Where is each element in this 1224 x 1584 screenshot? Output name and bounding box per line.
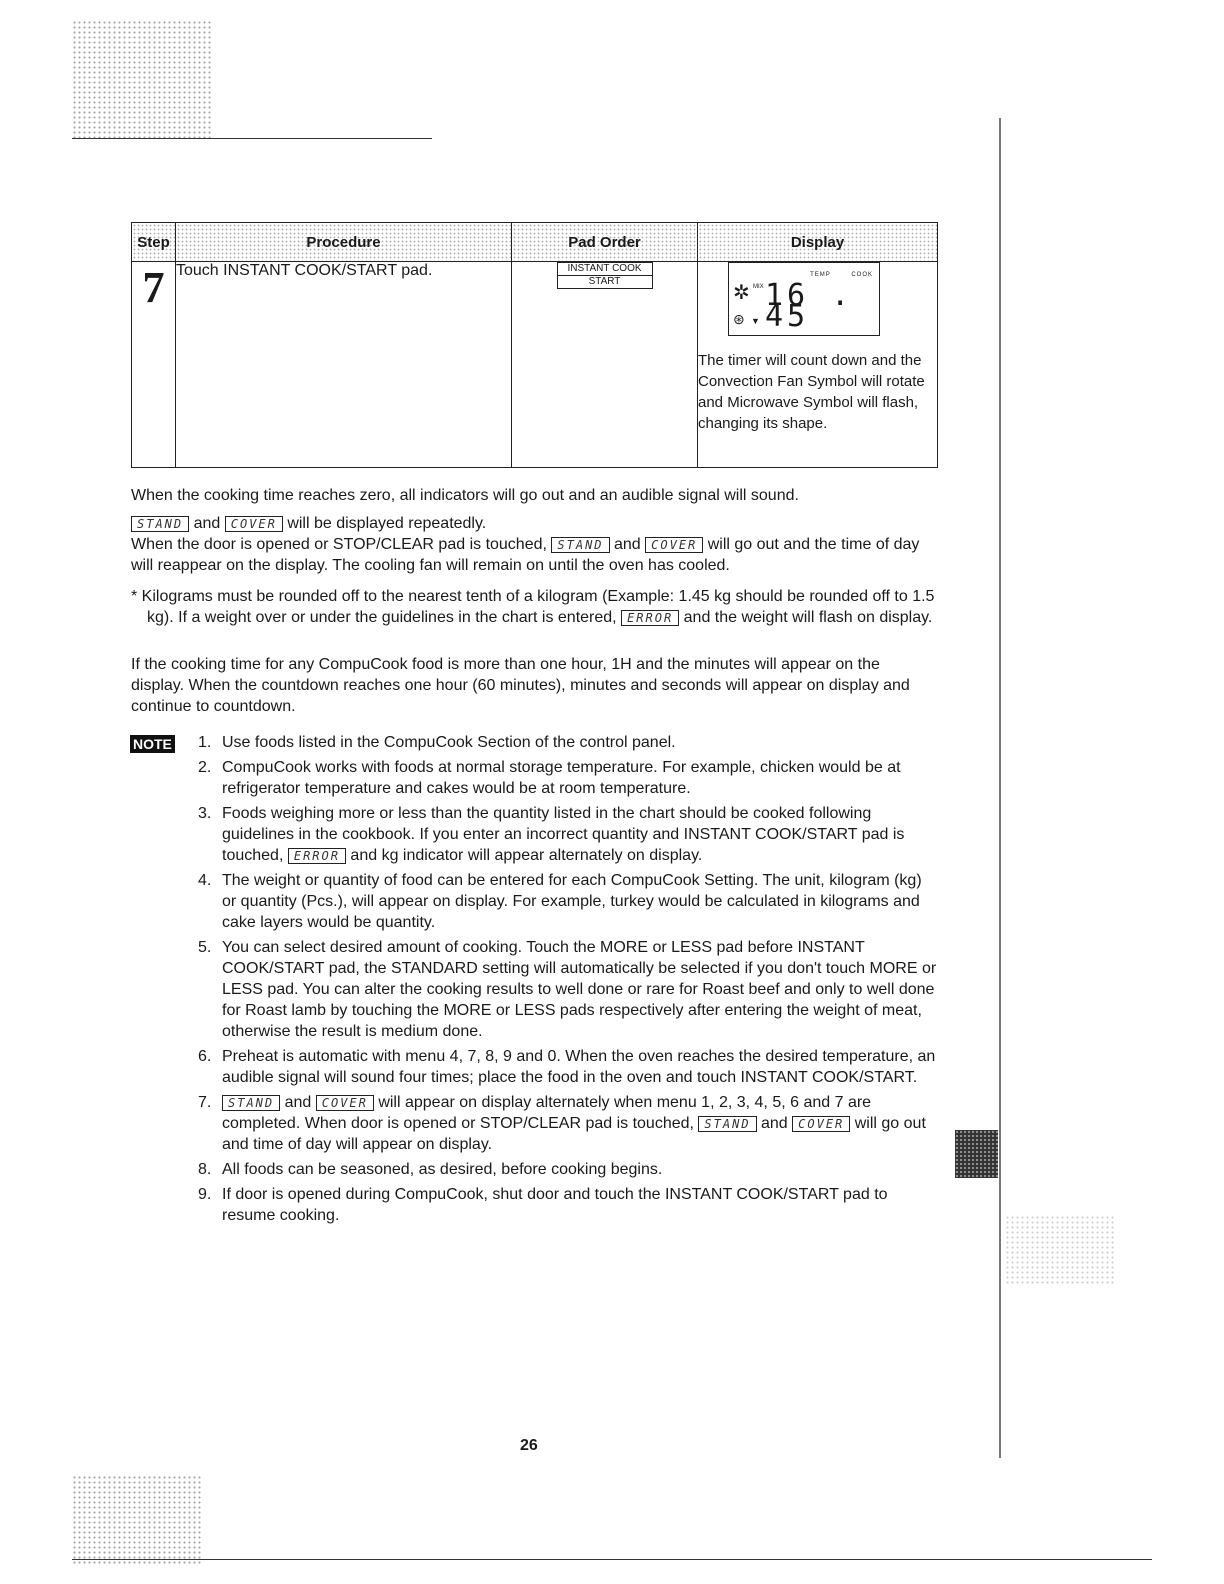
list-number: 5.	[198, 939, 212, 956]
lcd-display	[728, 262, 880, 336]
procedure-text: Touch INSTANT COOK/START pad.	[176, 262, 512, 468]
header-pad-order: Pad Order	[512, 223, 698, 262]
margin-line	[999, 118, 1001, 1458]
list-text: and kg indicator will appear alternately on display.	[350, 847, 703, 864]
lcd-error: ERROR	[621, 610, 679, 626]
list-item	[198, 803, 938, 866]
list-text: The weight or quantity of food can be entered for each CompuCook Setting. The unit, kilogram (kg) or quantity (Pcs.), will appear on display. For example, turkey would be calculated in kilograms and cake layers would be quantity.	[222, 872, 922, 931]
paragraph-door-opened	[131, 534, 933, 576]
paragraph-text: will be displayed repeatedly.	[287, 515, 487, 532]
list-item	[198, 937, 938, 1042]
list-text: will appear on display alternately when menu 1, 2, 3, 4, 5, 6 and 7 are completed. When door is opened or STOP/CLEAR pad is touched,	[222, 1094, 872, 1132]
list-text: If door is opened during CompuCook, shut door and touch the INSTANT COOK/START pad to resume cooking.	[222, 1186, 888, 1224]
paragraph-text: If the cooking time for any CompuCook food is more than one hour, 1H and the minutes will appear on the display. When the countdown reaches one hour (60 minutes), minutes and seconds will appear on display and continue to countdown.	[131, 656, 910, 715]
step-number: 7	[132, 262, 176, 468]
paragraph-text: will go out and the time of day will reappear on the display. The cooling fan will remain on until the oven has cooled.	[131, 536, 920, 574]
paragraph-text: When the door is opened or STOP/CLEAR pad is touched,	[131, 536, 547, 553]
list-text: All foods can be seasoned, as desired, before cooking begins.	[222, 1161, 663, 1178]
paragraph-kilograms	[131, 586, 949, 628]
instant-cook-start-pad	[557, 262, 653, 289]
lcd-stand: STAND	[698, 1116, 756, 1132]
list-text: You can select desired amount of cooking. Touch the MORE or LESS pad before INSTANT COOK/START pad, the STANDARD setting will automatically be selected if you don't touch MORE or LESS pad. You can alter the cooking results to well done or rare for Roast beef and only to well done for Roast lamb by touching the MORE or LESS pads respectively after entering the weight of meat, otherwise the result is medium done.	[222, 939, 937, 1040]
list-number: 1.	[198, 734, 212, 751]
lcd-cover: COVER	[316, 1095, 374, 1111]
lcd-cover: COVER	[225, 516, 283, 532]
list-number: 3.	[198, 805, 212, 822]
list-item	[198, 870, 938, 933]
lcd-label-mix: MIX	[753, 284, 764, 290]
list-item	[198, 1092, 938, 1155]
header-step: Step	[132, 223, 176, 262]
list-item	[198, 732, 938, 753]
lcd-stand: STAND	[551, 537, 609, 553]
scan-noise-bottom-left	[72, 1475, 202, 1565]
lcd-stand: STAND	[222, 1095, 280, 1111]
header-procedure: Procedure	[176, 223, 512, 262]
top-rule	[72, 138, 432, 139]
section-tab	[955, 1130, 998, 1178]
table-row	[132, 262, 938, 468]
pad-label-top: INSTANT COOK	[558, 263, 652, 276]
list-item	[198, 1159, 938, 1180]
list-text: CompuCook works with foods at normal storage temperature. For example, chicken would be at refrigerator temperature and cakes would be at room temperature.	[222, 759, 901, 797]
list-item	[198, 1184, 938, 1226]
lcd-error: ERROR	[288, 848, 346, 864]
list-item	[198, 1046, 938, 1088]
lcd-time: 16 . 45	[765, 278, 854, 334]
procedure-table	[131, 222, 938, 468]
paragraph-text: and the weight will flash on display.	[683, 609, 933, 626]
list-text: and	[284, 1094, 312, 1111]
list-text: will go out and time of day will appear on display.	[222, 1115, 926, 1153]
table-header-row	[132, 223, 938, 262]
bottom-rule	[72, 1559, 1152, 1560]
header-display: Display	[698, 223, 938, 262]
paragraph-text: * Kilograms must be rounded off to the nearest tenth of a kilogram (Example: 1.45 kg should be rounded off to 1.5 kg). If a weight over or under the guidelines in the chart is entered,	[131, 588, 935, 626]
list-number: 9.	[198, 1186, 212, 1203]
paragraph-text: and	[193, 515, 221, 532]
list-text: Foods weighing more or less than the quantity listed in the chart should be cooked following guidelines in the cookbook. If you enter an incorrect quantity and INSTANT COOK/START pad is touched,	[222, 805, 905, 864]
list-number: 8.	[198, 1161, 212, 1178]
paragraph-text: and	[613, 536, 641, 553]
indicator-arrow-icon: ▼	[751, 316, 760, 326]
list-number: 2.	[198, 759, 212, 776]
convection-fan-icon: ✲	[733, 282, 750, 304]
paragraph-one-hour	[131, 654, 933, 717]
page-number: 26	[520, 1437, 538, 1454]
lcd-label-cook: COOK	[851, 272, 873, 278]
lcd-label-temp: TEMP	[810, 272, 831, 278]
list-item	[198, 757, 938, 799]
paragraph-cooking-zero	[131, 485, 931, 506]
paragraph-text: When the cooking time reaches zero, all indicators will go out and an audible signal will sound.	[131, 487, 799, 504]
note-badge: NOTE	[130, 735, 175, 753]
display-description: The timer will count down and the Convection Fan Symbol will rotate and Microwave Symbol will flash, changing its shape.	[698, 352, 925, 432]
scan-noise-top-left	[72, 20, 212, 140]
list-number: 7.	[198, 1094, 212, 1111]
list-text: Preheat is automatic with menu 4, 7, 8, 9 and 0. When the oven reaches the desired temperature, an audible signal will sound four times; place the food in the oven and touch INSTANT COOK/START.	[222, 1048, 936, 1086]
lcd-cover: COVER	[792, 1116, 850, 1132]
list-text: and	[761, 1115, 788, 1132]
lcd-cover: COVER	[645, 537, 703, 553]
microwave-icon: ⊛	[733, 311, 745, 327]
list-text: Use foods listed in the CompuCook Section of the control panel.	[222, 734, 676, 751]
paragraph-stand-cover	[131, 513, 931, 534]
list-number: 6.	[198, 1048, 212, 1065]
note-list	[198, 732, 938, 1230]
display-cell	[698, 262, 938, 468]
pad-label-bottom: START	[588, 276, 621, 287]
list-number: 4.	[198, 872, 212, 889]
pad-order-cell	[512, 262, 698, 468]
scan-noise-right	[1005, 1215, 1115, 1285]
lcd-stand: STAND	[131, 516, 189, 532]
